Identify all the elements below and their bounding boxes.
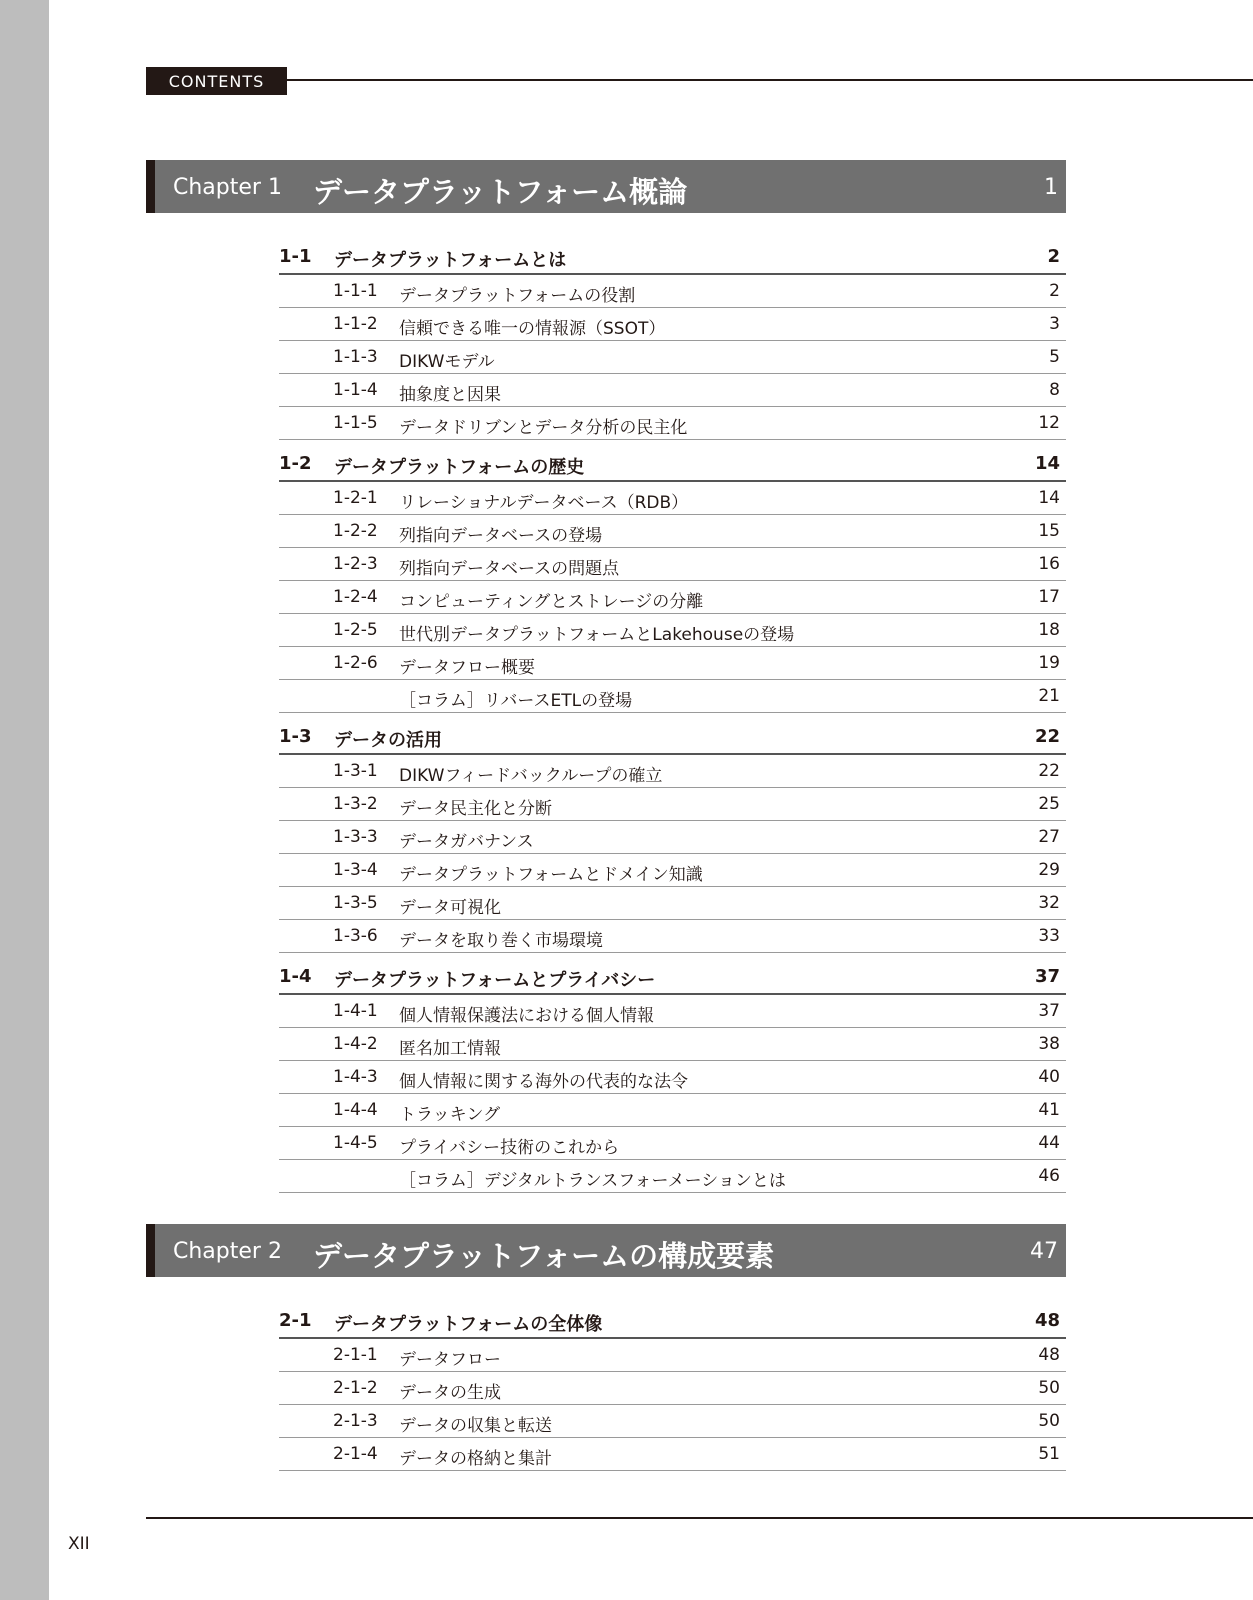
toc-entry[interactable] — [279, 854, 1066, 887]
entry-page: 50 — [1038, 1378, 1060, 1398]
toc-entry[interactable] — [279, 1127, 1066, 1160]
entry-number: 1-4-4 — [333, 1100, 378, 1120]
entry-number: 1-1-2 — [333, 314, 378, 334]
header-rule — [287, 79, 1253, 81]
entry-page: 14 — [1038, 488, 1060, 508]
entry-title: トラッキング — [399, 1105, 501, 1125]
entry-number: 1-2-5 — [333, 620, 378, 640]
toc-entry[interactable] — [279, 755, 1066, 788]
entry-number: 1-4-3 — [333, 1067, 378, 1087]
entry-title: 信頼できる唯一の情報源（SSOT） — [399, 319, 666, 339]
section-number: 1-3 — [279, 726, 312, 747]
entry-number: 1-4-5 — [333, 1133, 378, 1153]
entry-number: 1-1-5 — [333, 413, 378, 433]
entry-title: データガバナンス — [399, 832, 534, 852]
toc-entry[interactable] — [279, 581, 1066, 614]
section-number: 1-1 — [279, 246, 312, 267]
entry-page: 8 — [1049, 380, 1060, 400]
section-number: 1-2 — [279, 453, 312, 474]
toc-entry[interactable] — [279, 1372, 1066, 1405]
chapter-heading — [146, 1224, 1066, 1277]
entry-title: コンピューティングとストレージの分離 — [399, 592, 704, 612]
entry-page: 25 — [1038, 794, 1060, 814]
section-row[interactable] — [279, 713, 1066, 755]
section-page: 14 — [1034, 453, 1060, 474]
entry-title: データの収集と転送 — [399, 1416, 552, 1436]
entry-page: 17 — [1038, 587, 1060, 607]
entry-number: 1-1-4 — [333, 380, 378, 400]
toc-entry[interactable] — [279, 1339, 1066, 1372]
entry-number: 1-2-1 — [333, 488, 378, 508]
chapter-page: 47 — [1030, 1239, 1058, 1264]
contents-label: CONTENTS — [146, 67, 287, 95]
entry-title: 列指向データベースの問題点 — [399, 559, 620, 579]
toc-entry[interactable] — [279, 995, 1066, 1028]
section-page: 48 — [1034, 1310, 1060, 1331]
entry-title: プライバシー技術のこれから — [399, 1138, 620, 1158]
section-title: データプラットフォームとプライバシー — [334, 970, 656, 991]
entry-page: 19 — [1038, 653, 1060, 673]
section-page: 2 — [1047, 246, 1060, 267]
toc-entry[interactable] — [279, 374, 1066, 407]
entry-number: 1-2-6 — [333, 653, 378, 673]
section-row[interactable] — [279, 953, 1066, 995]
toc-entry[interactable] — [279, 788, 1066, 821]
entry-page: 48 — [1038, 1345, 1060, 1365]
entry-page: 44 — [1038, 1133, 1060, 1153]
entry-page: 2 — [1049, 281, 1060, 301]
entry-number: 1-1-3 — [333, 347, 378, 367]
entry-title: ［コラム］リバースETLの登場 — [399, 691, 633, 711]
entry-number: 1-3-6 — [333, 926, 378, 946]
entry-number: 1-4-2 — [333, 1034, 378, 1054]
entry-title: DIKWモデル — [399, 352, 495, 372]
section-title: データプラットフォームとは — [334, 250, 567, 271]
chapter-page: 1 — [1044, 175, 1058, 200]
section-page: 22 — [1034, 726, 1060, 747]
section-title: データプラットフォームの歴史 — [334, 457, 585, 478]
section-row[interactable] — [279, 1297, 1066, 1339]
entry-page: 29 — [1038, 860, 1060, 880]
entry-title: リレーショナルデータベース（RDB） — [399, 493, 689, 513]
entry-title: 個人情報保護法における個人情報 — [399, 1006, 654, 1026]
chapter-label: Chapter 2 — [173, 1239, 282, 1264]
toc-entry[interactable] — [279, 614, 1066, 647]
entry-title: 個人情報に関する海外の代表的な法令 — [399, 1072, 688, 1092]
page-folio: XII — [68, 1534, 90, 1554]
toc-entry[interactable] — [279, 407, 1066, 440]
entry-page: 27 — [1038, 827, 1060, 847]
section-title: データの活用 — [334, 730, 442, 751]
toc-entry[interactable] — [279, 680, 1066, 713]
chapter-toc — [279, 233, 1066, 1193]
entry-title: DIKWフィードバックループの確立 — [399, 766, 663, 786]
toc-entry[interactable] — [279, 1094, 1066, 1127]
entry-title: データフロー — [399, 1350, 501, 1370]
entry-page: 16 — [1038, 554, 1060, 574]
entry-title: データ可視化 — [399, 898, 501, 918]
toc-entry[interactable] — [279, 1061, 1066, 1094]
section-row[interactable] — [279, 440, 1066, 482]
footer-rule — [146, 1517, 1253, 1519]
entry-number: 2-1-3 — [333, 1411, 378, 1431]
toc-entry[interactable] — [279, 1405, 1066, 1438]
section-number: 1-4 — [279, 966, 312, 987]
chapter-heading — [146, 160, 1066, 213]
entry-title: データの生成 — [399, 1383, 501, 1403]
entry-page: 41 — [1038, 1100, 1060, 1120]
page-edge-strip — [0, 0, 49, 1600]
section-title: データプラットフォームの全体像 — [334, 1314, 603, 1335]
toc-entry[interactable] — [279, 821, 1066, 854]
toc-entry[interactable] — [279, 482, 1066, 515]
section-page: 37 — [1034, 966, 1060, 987]
entry-title: 世代別データプラットフォームとLakehouseの登場 — [399, 625, 795, 645]
entry-number: 1-4-1 — [333, 1001, 378, 1021]
entry-title: データプラットフォームとドメイン知識 — [399, 865, 703, 885]
entry-number: 1-2-2 — [333, 521, 378, 541]
entry-title: 匿名加工情報 — [399, 1039, 501, 1059]
entry-page: 51 — [1038, 1444, 1060, 1464]
toc-entry[interactable] — [279, 308, 1066, 341]
toc-entry[interactable] — [279, 275, 1066, 308]
toc-entry[interactable] — [279, 515, 1066, 548]
entry-number: 1-3-5 — [333, 893, 378, 913]
toc-entry[interactable] — [279, 1028, 1066, 1061]
entry-number: 1-1-1 — [333, 281, 378, 301]
toc-entry[interactable] — [279, 920, 1066, 953]
entry-number: 1-2-3 — [333, 554, 378, 574]
entry-page: 33 — [1038, 926, 1060, 946]
entry-title: データドリブンとデータ分析の民主化 — [399, 418, 688, 438]
entry-page: 12 — [1038, 413, 1060, 433]
entry-number: 2-1-2 — [333, 1378, 378, 1398]
toc-entry[interactable] — [279, 1438, 1066, 1471]
entry-title: データ民主化と分断 — [399, 799, 552, 819]
entry-title: 列指向データベースの登場 — [399, 526, 603, 546]
entry-title: データプラットフォームの役割 — [399, 286, 636, 306]
chapter-label: Chapter 1 — [173, 175, 282, 200]
chapter-title: データプラットフォーム概論 — [313, 175, 688, 209]
entry-page: 18 — [1038, 620, 1060, 640]
section-row[interactable] — [279, 233, 1066, 275]
entry-number: 1-3-2 — [333, 794, 378, 814]
toc-entry[interactable] — [279, 341, 1066, 374]
entry-page: 15 — [1038, 521, 1060, 541]
entry-page: 3 — [1049, 314, 1060, 334]
entry-page: 40 — [1038, 1067, 1060, 1087]
section-number: 2-1 — [279, 1310, 312, 1331]
entry-title: データを取り巻く市場環境 — [399, 931, 603, 951]
entry-page: 5 — [1049, 347, 1060, 367]
entry-page: 32 — [1038, 893, 1060, 913]
chapter-title: データプラットフォームの構成要素 — [313, 1239, 775, 1273]
entry-title: データフロー概要 — [399, 658, 535, 678]
toc-entry[interactable] — [279, 647, 1066, 680]
entry-page: 22 — [1038, 761, 1060, 781]
entry-page: 37 — [1038, 1001, 1060, 1021]
entry-number: 1-2-4 — [333, 587, 378, 607]
entry-page: 21 — [1038, 686, 1060, 706]
entry-title: データの格納と集計 — [399, 1449, 552, 1469]
toc-entry[interactable] — [279, 1160, 1066, 1193]
entry-number: 1-3-3 — [333, 827, 378, 847]
entry-number: 2-1-4 — [333, 1444, 378, 1464]
entry-number: 1-3-4 — [333, 860, 378, 880]
entry-title: 抽象度と因果 — [399, 385, 501, 405]
toc-entry[interactable] — [279, 548, 1066, 581]
entry-number: 1-3-1 — [333, 761, 378, 781]
entry-number: 2-1-1 — [333, 1345, 378, 1365]
entry-page: 46 — [1038, 1166, 1060, 1186]
entry-title: ［コラム］デジタルトランスフォーメーションとは — [399, 1171, 786, 1191]
chapter-toc — [279, 1297, 1066, 1471]
entry-page: 38 — [1038, 1034, 1060, 1054]
toc-entry[interactable] — [279, 887, 1066, 920]
entry-page: 50 — [1038, 1411, 1060, 1431]
